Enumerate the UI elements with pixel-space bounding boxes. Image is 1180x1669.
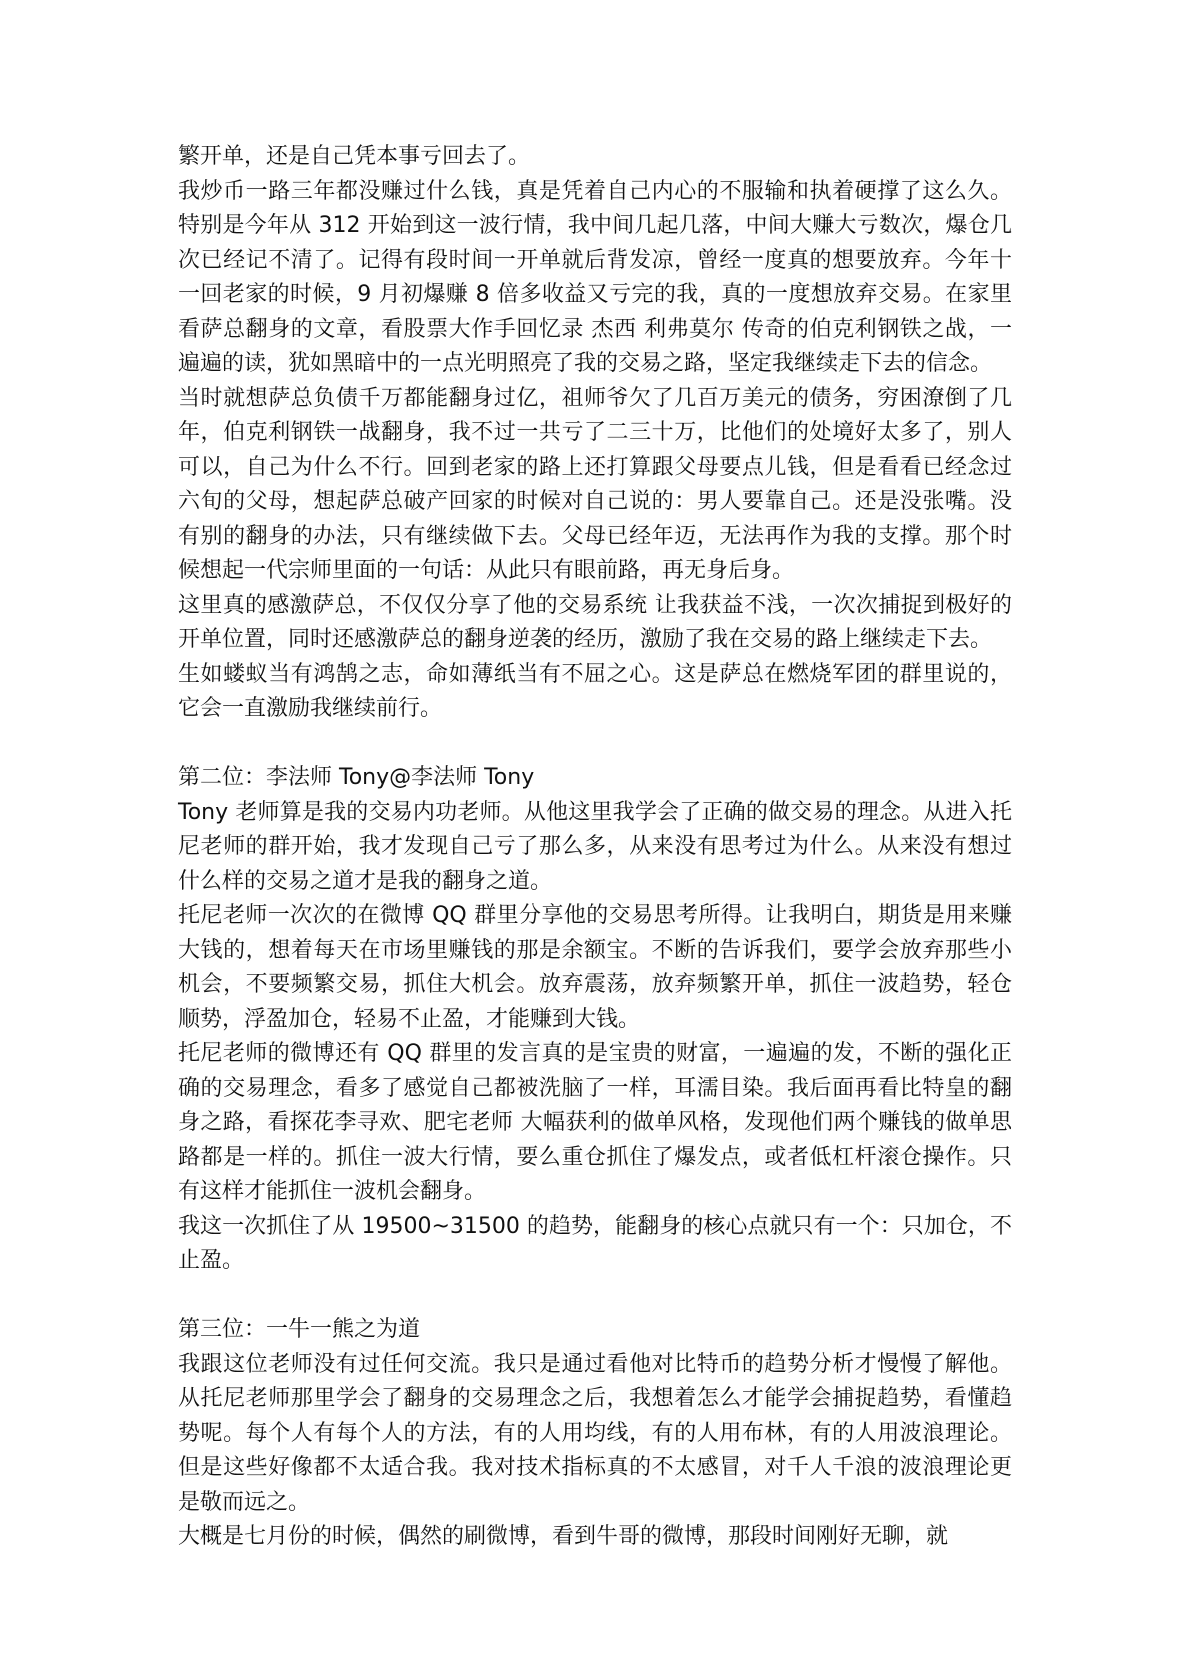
paragraph: 繁开单，还是自己凭本事亏回去了。 xyxy=(178,144,531,169)
section-2 xyxy=(178,761,1012,1279)
paragraph: 托尼老师的微博还有 QQ 群里的发言真的是宝贵的财富，一遍遍的发，不断的强化正确的交易理念，看多了感觉自己都被洗脑了一样，耳濡目染。我后面再看比特皇的翻身之路，看探花李寻欢、肥宅老师 大幅获利的做单风格，发现他们两个赚钱的做单思路都是一样的。抓住一波大行情，要么重仓抓住了爆发点，或者低杠杆滚仓操作。只有这样才能抓住一波机会翻身。 xyxy=(178,1041,1012,1204)
paragraph: 托尼老师一次次的在微博 QQ 群里分享他的交易思考所得。让我明白，期货是用来赚大钱的，想着每天在市场里赚钱的那是余额宝。不断的告诉我们，要学会放弃那些小机会，不要频繁交易，抓住大机会。放弃震荡，放弃频繁开单，抓住一波趋势，轻仓顺势，浮盈加仓，轻易不止盈，才能赚到大钱。 xyxy=(178,903,1012,1032)
paragraph: 大概是七月份的时候，偶然的刷微博，看到牛哥的微博，那段时间刚好无聊，就 xyxy=(178,1524,949,1549)
paragraph: 我跟这位老师没有过任何交流。我只是通过看他对比特币的趋势分析才慢慢了解他。从托尼老师那里学会了翻身的交易理念之后，我想着怎么才能学会捕捉趋势，看懂趋势呢。每个人有每个人的方法，有的人用均线，有的人用布林，有的人用波浪理论。但是这些好像都不太适合我。我对技术指标真的不太感冒，对千人千浪的波浪理论更是敬而远之。 xyxy=(178,1351,1012,1515)
paragraph: 生如蝼蚁当有鸿鹄之志，命如薄纸当有不屈之心。这是萨总在燃烧军团的群里说的，它会一直激励我继续前行。 xyxy=(178,661,1012,721)
blank-line xyxy=(178,1279,1012,1314)
section-3 xyxy=(178,1313,1012,1555)
paragraph: Tony 老师算是我的交易内功老师。从他这里我学会了正确的做交易的理念。从进入托尼老师的群开始，我才发现自己亏了那么多，从来没有思考过为什么。从来没有想过什么样的交易之道才是我的翻身之道。 xyxy=(178,799,1012,894)
blank-line xyxy=(178,727,1012,762)
section-heading: 第二位：李法师 Tony@李法师 Tony xyxy=(178,765,535,790)
section-heading: 第三位：一牛一熊之为道 xyxy=(178,1317,421,1342)
section-1 xyxy=(178,140,1012,727)
document-page xyxy=(178,140,1012,1555)
paragraph: 这里真的感激萨总，不仅仅分享了他的交易系统 让我获益不浅，一次次捕捉到极好的开单位置，同时还感激萨总的翻身逆袭的经历，激励了我在交易的路上继续走下去。 xyxy=(178,592,1012,652)
paragraph: 我炒币一路三年都没赚过什么钱，真是凭着自己内心的不服输和执着硬撑了这么久。特别是今年从 312 开始到这一波行情，我中间几起几落，中间大赚大亏数次，爆仓几次已经记不清了。记得有段时间一开单就后背发凉，曾经一度真的想要放弃。今年十一回老家的时候，9 月初爆赚 8 倍多收益又亏完的我，真的一度想放弃交易。在家里看萨总翻身的文章，看股票大作手回忆录 杰西 利弗莫尔 传奇的伯克利钢铁之战，一遍遍的读，犹如黑暗中的一点光明照亮了我的交易之路，坚定我继续走下去的信念。 xyxy=(178,178,1012,376)
paragraph: 当时就想萨总负债千万都能翻身过亿，祖师爷欠了几百万美元的债务，穷困潦倒了几年，伯克利钢铁一战翻身，我不过一共亏了二三十万，比他们的处境好太多了，别人可以，自己为什么不行。回到老家的路上还打算跟父母要点儿钱，但是看看已经念过六旬的父母，想起萨总破产回家的时候对自己说的：男人要靠自己。还是没张嘴。没有别的翻身的办法，只有继续做下去。父母已经年迈，无法再作为我的支撑。那个时候想起一代宗师里面的一句话：从此只有眼前路，再无身后身。 xyxy=(178,385,1012,583)
paragraph: 我这一次抓住了从 19500~31500 的趋势，能翻身的核心点就只有一个：只加仓，不止盈。 xyxy=(178,1213,1012,1273)
